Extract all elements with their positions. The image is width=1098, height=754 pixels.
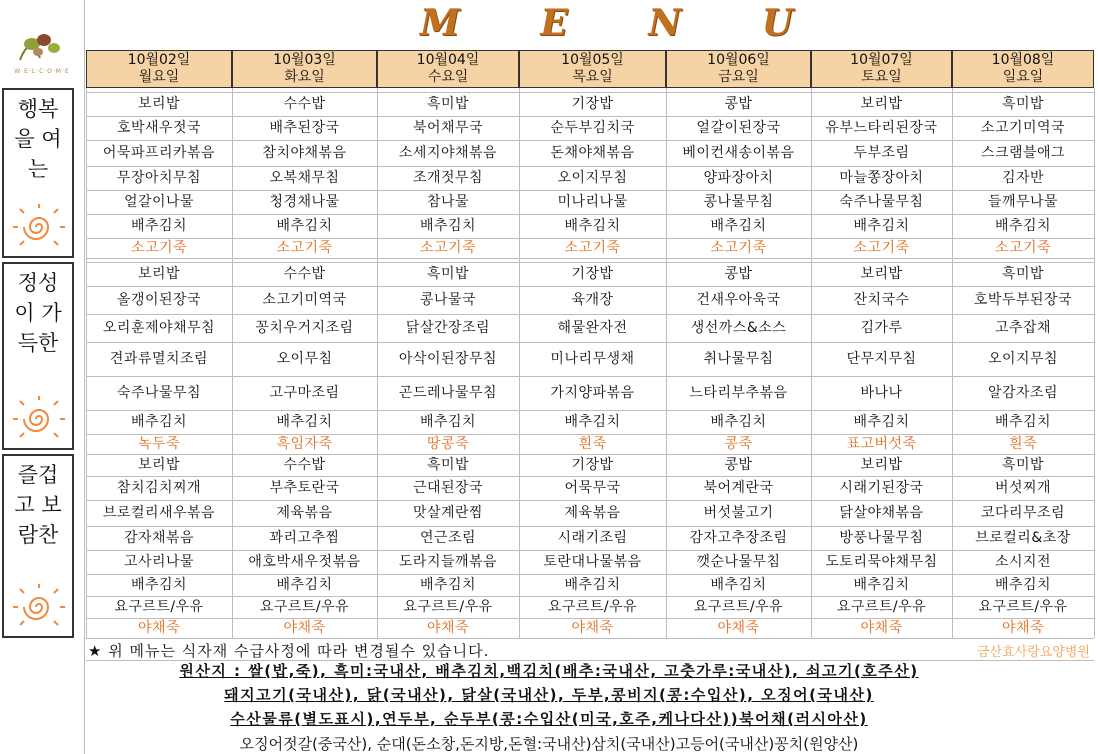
menu-item: 콩밥 — [724, 266, 753, 282]
menu-item: 청경채나물 — [269, 194, 340, 210]
menu-item: 꽈리고추찜 — [269, 530, 340, 546]
welcome-logo — [10, 28, 74, 78]
menu-item: 김자반 — [1001, 170, 1045, 186]
menu-item: 알감자조림 — [987, 385, 1059, 401]
menu-item: 보리밥 — [860, 96, 903, 112]
day-weekday: 월요일 — [138, 69, 180, 85]
menu-item: 오이지무침 — [987, 351, 1059, 367]
menu-item: 김가루 — [860, 320, 903, 336]
menu-item: 생선까스&소스 — [690, 320, 787, 336]
porridge-item: 야채죽 — [1001, 620, 1045, 636]
menu-item: 참나물 — [426, 194, 470, 210]
row-divider — [86, 214, 1094, 215]
menu-item: 보리밥 — [137, 96, 181, 112]
day-date: 10월08일 — [991, 52, 1055, 68]
menu-item: 배추김치 — [994, 577, 1052, 593]
row-divider — [86, 314, 1094, 315]
day-weekday: 일요일 — [1002, 69, 1044, 85]
menu-item: 배추김치 — [564, 414, 621, 430]
menu-item: 미나리무생채 — [550, 351, 635, 367]
menu-item: 느타리부추볶음 — [689, 385, 788, 401]
menu-item: 보리밥 — [860, 266, 903, 282]
menu-item: 건새우아욱국 — [696, 292, 781, 308]
menu-item: 보리밥 — [860, 457, 903, 473]
day-date: 10월05일 — [561, 52, 624, 68]
day-header — [86, 50, 232, 88]
menu-item: 제육볶음 — [276, 505, 333, 521]
menu-item: 숙주나물무침 — [116, 385, 202, 401]
menu-item: 콩나물무침 — [703, 194, 774, 210]
menu-item: 육개장 — [571, 292, 614, 308]
porridge-item: 소고기죽 — [419, 240, 477, 256]
menu-item: 기장밥 — [571, 266, 614, 282]
row-divider — [86, 92, 1094, 93]
section-label-text: 정성이 가득한 — [14, 271, 62, 355]
menu-item: 배추김치 — [130, 414, 188, 430]
sun-swirl-icon — [10, 584, 68, 630]
row-divider — [86, 286, 1094, 287]
footer-divider — [86, 638, 1094, 639]
day-header — [377, 50, 519, 88]
menu-item: 참치야채볶음 — [262, 145, 347, 161]
menu-item: 배추김치 — [710, 218, 767, 234]
porridge-item: 소고기죽 — [710, 240, 767, 256]
menu-item: 도라지들깨볶음 — [398, 554, 498, 570]
menu-item: 요구르트/우유 — [114, 599, 204, 615]
menu-item: 요구르트/우유 — [403, 599, 493, 615]
day-date: 10월06일 — [707, 52, 770, 68]
menu-item: 스크램블애그 — [980, 145, 1066, 161]
logo-text: W·E·L·C·O·M·E — [14, 68, 70, 75]
menu-item: 기장밥 — [571, 96, 614, 112]
row-divider — [86, 500, 1094, 501]
menu-item: 깻순나물무침 — [696, 554, 781, 570]
menu-item: 근대된장국 — [412, 480, 484, 496]
porridge-item: 흑임자죽 — [276, 436, 333, 452]
section-label-text: 즐겁고 보람찬 — [14, 463, 62, 547]
menu-item: 해물완자전 — [557, 320, 628, 336]
porridge-item: 야채죽 — [426, 620, 470, 636]
porridge-item: 야채죽 — [571, 620, 614, 636]
section-label — [2, 262, 74, 450]
menu-item: 어묵파프리카볶음 — [102, 145, 216, 161]
porridge-item: 소고기죽 — [276, 240, 333, 256]
sun-swirl-icon — [10, 396, 68, 442]
menu-item: 흑미밥 — [426, 457, 470, 473]
menu-item: 소시지전 — [994, 554, 1052, 570]
origin-line-3: 수산물류(별도표시),연두부, 순두부(콩:수입산(미국,호주,케나다산))북어채(러시아산) — [230, 710, 868, 728]
porridge-item: 야채죽 — [137, 620, 181, 636]
day-header — [952, 50, 1094, 88]
menu-item: 소세지야채볶음 — [398, 145, 498, 161]
menu-item: 브로컬리&초장 — [975, 530, 1071, 546]
menu-item: 두부조림 — [853, 145, 910, 161]
menu-item: 보리밥 — [137, 266, 181, 282]
porridge-item: 녹두죽 — [137, 436, 181, 452]
menu-item: 배추김치 — [276, 577, 333, 593]
porridge-item: 야채죽 — [860, 620, 903, 636]
menu-item: 수수밥 — [283, 96, 326, 112]
column-divider — [1094, 88, 1095, 638]
row-divider — [86, 190, 1094, 191]
menu-item: 배추김치 — [276, 414, 333, 430]
row-divider — [86, 410, 1094, 411]
menu-item: 배추김치 — [564, 218, 621, 234]
row-divider — [86, 342, 1094, 343]
menu-item: 흑미밥 — [426, 96, 470, 112]
menu-item: 소고기미역국 — [980, 120, 1066, 136]
row-divider — [86, 140, 1094, 141]
menu-item: 콩밥 — [724, 457, 753, 473]
notice-text: ★ 위 메뉴는 식자재 수급사정에 따라 변경될수 있습니다. — [88, 642, 490, 660]
menu-item: 배추김치 — [130, 577, 188, 593]
menu-item: 배추된장국 — [269, 120, 340, 136]
menu-item: 수수밥 — [283, 266, 326, 282]
sun-swirl-icon — [10, 204, 68, 250]
day-date: 10월04일 — [416, 52, 480, 68]
menu-item: 요구르트/우유 — [836, 599, 927, 615]
day-weekday: 금요일 — [718, 69, 759, 85]
menu-item: 배추김치 — [853, 577, 910, 593]
menu-item: 시래기조림 — [557, 530, 628, 546]
porridge-item: 콩죽 — [724, 436, 753, 452]
porridge-item: 땅콩죽 — [426, 436, 470, 452]
menu-item: 어묵무국 — [564, 480, 621, 496]
porridge-item: 소고기죽 — [994, 240, 1052, 256]
menu-item: 순두부김치국 — [550, 120, 635, 136]
day-weekday: 토요일 — [861, 69, 902, 85]
menu-item: 콩밥 — [724, 96, 753, 112]
menu-item: 배추김치 — [419, 577, 477, 593]
menu-item: 수수밥 — [283, 457, 326, 473]
row-divider — [86, 258, 1094, 259]
row-divider — [86, 376, 1094, 377]
menu-item: 도토리묵야채무침 — [825, 554, 938, 570]
menu-item: 제육볶음 — [564, 505, 621, 521]
menu-item: 오리훈제야채무침 — [102, 320, 216, 336]
menu-item: 배추김치 — [419, 218, 477, 234]
menu-item: 오복채무침 — [269, 170, 340, 186]
menu-item: 감자채볶음 — [123, 530, 195, 546]
menu-item: 닭살간장조림 — [405, 320, 491, 336]
day-weekday: 수요일 — [427, 69, 469, 85]
menu-item: 토란대나물볶음 — [543, 554, 642, 570]
day-date: 10월03일 — [273, 52, 336, 68]
day-weekday: 화요일 — [284, 69, 325, 85]
menu-item: 흑미밥 — [426, 266, 470, 282]
menu-item: 요구르트/우유 — [978, 599, 1068, 615]
menu-item: 닭살야채볶음 — [839, 505, 924, 521]
menu-item: 취나물무침 — [703, 351, 774, 367]
menu-item: 아삭이된장무침 — [398, 351, 498, 367]
menu-item: 콩나물국 — [419, 292, 477, 308]
menu-item: 보리밥 — [137, 457, 181, 473]
menu-item: 호박새우젓국 — [116, 120, 202, 136]
menu-item: 흑미밥 — [1001, 266, 1045, 282]
menu-item: 마늘쫑장아치 — [839, 170, 924, 186]
menu-item: 베이컨새송이볶음 — [682, 145, 795, 161]
menu-item: 브로컬리새우볶음 — [102, 505, 216, 521]
origin-line-1: 원산지 : 쌀(밥,죽), 흑미:국내산, 배추김치,백김치(배추:국내산, 고춧가루:국내산), 쇠고기(호주산) — [179, 662, 919, 680]
porridge-item: 야채죽 — [283, 620, 326, 636]
menu-item: 애호박새우젓볶음 — [248, 554, 361, 570]
menu-item: 호박두부된장국 — [973, 292, 1073, 308]
day-header — [519, 50, 666, 88]
menu-item: 방풍나물무침 — [839, 530, 924, 546]
porridge-item: 야채죽 — [717, 620, 760, 636]
origin-line-4: 오징어젓갈(중국산), 순대(돈소창,돈지방,돈혈:국내산)삼치(국내산)고등어(국내산)꽁치(원양산) — [239, 735, 859, 753]
menu-item: 조개젓무침 — [412, 170, 484, 186]
menu-item: 꽁치우거지조림 — [255, 320, 354, 336]
menu-item: 고사리나물 — [123, 554, 195, 570]
day-header — [811, 50, 952, 88]
row-divider — [86, 116, 1094, 117]
menu-item: 잔치국수 — [853, 292, 910, 308]
menu-item: 오이지무침 — [557, 170, 628, 186]
menu-item: 배추김치 — [710, 577, 767, 593]
menu-item: 시래기된장국 — [839, 480, 924, 496]
menu-item: 북어채무국 — [412, 120, 484, 136]
day-date: 10월02일 — [127, 52, 191, 68]
menu-item: 감자고추장조림 — [689, 530, 788, 546]
menu-item: 버섯불고기 — [703, 505, 774, 521]
day-date: 10월07일 — [850, 52, 913, 68]
menu-item: 소고기미역국 — [262, 292, 347, 308]
row-divider — [86, 262, 1094, 263]
row-divider — [86, 476, 1094, 477]
menu-item: 배추김치 — [419, 414, 477, 430]
menu-item: 곤드레나물무침 — [398, 385, 498, 401]
menu-item: 올갱이된장국 — [116, 292, 202, 308]
menu-item: 오이무침 — [276, 351, 333, 367]
day-header — [232, 50, 377, 88]
menu-item: 배추김치 — [853, 414, 910, 430]
menu-item: 들깨무나물 — [987, 194, 1059, 210]
menu-item: 단무지무침 — [846, 351, 917, 367]
menu-item: 흑미밥 — [1001, 96, 1045, 112]
row-divider — [86, 526, 1094, 527]
menu-item: 맛살계란찜 — [412, 505, 484, 521]
menu-item: 배추김치 — [130, 218, 188, 234]
menu-item: 흑미밥 — [1001, 457, 1045, 473]
menu-item: 배추김치 — [994, 414, 1052, 430]
menu-item: 미나리나물 — [557, 194, 628, 210]
menu-item: 숙주나물무침 — [839, 194, 924, 210]
porridge-item: 흰죽 — [578, 436, 607, 452]
section-label-text: 행복을 여는 — [14, 97, 62, 181]
menu-item: 가지양파볶음 — [550, 385, 635, 401]
menu-item: 기장밥 — [571, 457, 614, 473]
menu-item: 참치김치찌개 — [116, 480, 202, 496]
menu-item: 무장아치무침 — [116, 170, 202, 186]
hospital-name: 금산효사랑요양병원 — [976, 645, 1090, 660]
section-label — [2, 88, 74, 258]
menu-item: 부추토란국 — [269, 480, 340, 496]
menu-item: 유부느타리된장국 — [825, 120, 938, 136]
menu-item: 돈채야채볶음 — [550, 145, 635, 161]
menu-item: 고추잡채 — [994, 320, 1052, 336]
porridge-item: 소고기죽 — [130, 240, 188, 256]
menu-item: 배추김치 — [276, 218, 333, 234]
menu-item: 연근조림 — [419, 530, 477, 546]
menu-item: 배추김치 — [994, 218, 1052, 234]
menu-item: 얼갈이된장국 — [696, 120, 781, 136]
menu-item: 배추김치 — [853, 218, 910, 234]
menu-item: 양파장아치 — [703, 170, 774, 186]
menu-item: 버섯찌개 — [994, 480, 1052, 496]
menu-item: 요구르트/우유 — [259, 599, 350, 615]
day-weekday: 목요일 — [572, 69, 613, 85]
porridge-item: 표고버섯죽 — [846, 436, 917, 452]
menu-item: 배추김치 — [564, 577, 621, 593]
row-divider — [86, 166, 1094, 167]
menu-item: 요구르트/우유 — [547, 599, 638, 615]
menu-item: 북어계란국 — [703, 480, 774, 496]
section-label — [2, 454, 74, 638]
row-divider — [86, 550, 1094, 551]
day-header — [666, 50, 811, 88]
menu-item: 바나나 — [860, 385, 903, 401]
menu-item: 얼갈이나물 — [123, 194, 195, 210]
menu-item: 코다리무조림 — [980, 505, 1066, 521]
menu-item: 요구르트/우유 — [693, 599, 784, 615]
origin-line-2: 돼지고기(국내산), 닭(국내산), 닭살(국내산), 두부,콩비지(콩:수입산), 오징어(국내산) — [224, 686, 874, 704]
left-border — [84, 0, 85, 754]
menu-title: M E N U — [420, 2, 828, 44]
porridge-item: 소고기죽 — [853, 240, 910, 256]
menu-item: 견과류멸치조림 — [109, 351, 209, 367]
menu-item: 고구마조림 — [269, 385, 340, 401]
menu-item: 배추김치 — [710, 414, 767, 430]
porridge-item: 소고기죽 — [564, 240, 621, 256]
porridge-item: 흰죽 — [1008, 436, 1038, 452]
